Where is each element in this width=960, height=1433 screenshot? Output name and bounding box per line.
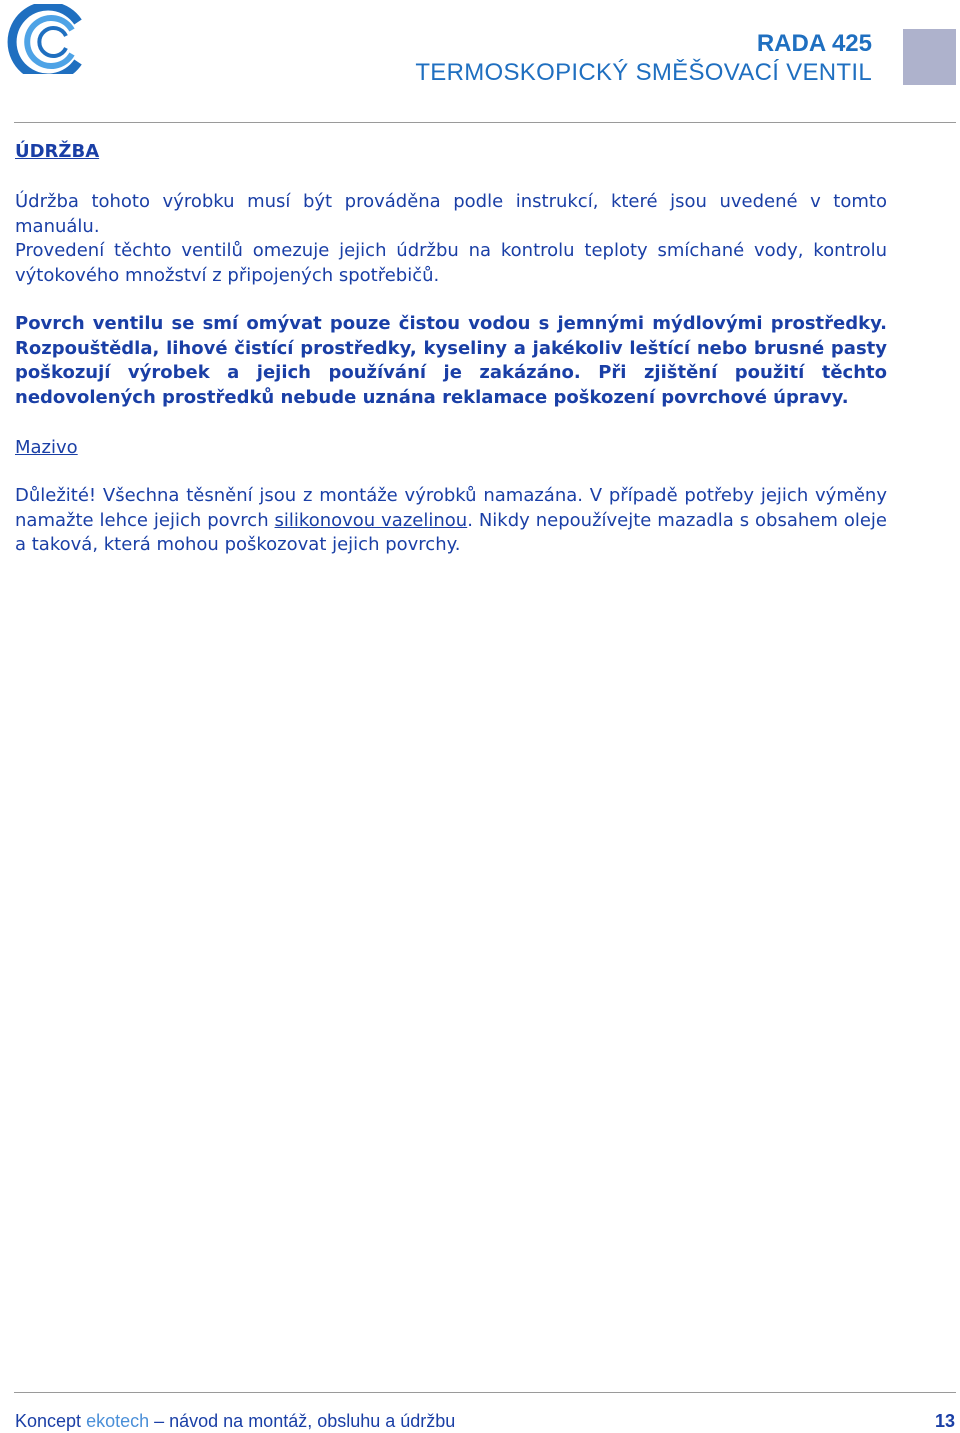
lubricant-paragraph [15,484,887,558]
page-number: 13 [934,1411,955,1431]
c-logo-icon [0,4,90,74]
document-header [415,30,872,88]
maintenance-warning-paragraph: Povrch ventilu se smí omývat pouze čistou vodou s jemnými mýdlovými prostředky. Rozpouštědla, lihové čistící prostředky, kyseliny a jakékoliv leštící nebo brusné pasty poškozují výrobek a jejich používání je zakázáno. Při zjištění použití těchto nedovolených prostředků nebude uznána reklamace poškození povrchové úpravy. [15,313,887,408]
series-title: RADA 425 [756,30,872,57]
lubricant-underlined-term: silikonovou vazelinou [274,509,468,531]
main-content [15,140,887,558]
footer-suffix: – návod na montáž, obsluhu a údržbu [149,1411,456,1431]
lubricant-text-before: Důležité! Všechna těsnění jsou z montáže výrobků namazána. V případě potřeby jejich výměny namažte lehce jejich povrch [15,485,887,531]
header-color-block [903,29,956,85]
section-heading-lubricant: Mazivo [15,437,78,458]
footer-divider [14,1392,956,1393]
footer [15,1409,455,1433]
footer-prefix: Koncept [15,1411,87,1431]
header-divider [14,122,956,123]
footer-brand: ekotech [86,1411,150,1431]
section-heading-maintenance: ÚDRŽBA [15,141,100,162]
product-title: TERMOSKOPICKÝ SMĚŠOVACÍ VENTIL [415,59,872,86]
lubricant-text-after: . Nikdy nepoužívejte mazadla s obsahem oleje a taková, která mohou poškozovat jejich povrchy. [15,509,887,555]
maintenance-paragraph-1b: Provedení těchto ventilů omezuje jejich údržbu na kontrolu teploty smíchané vody, kontrolu výtokového množství z připojených spotřebičů. [15,240,887,286]
maintenance-paragraph-1: Údržba tohoto výrobku musí být prováděna podle instrukcí, které jsou uvedené v tomto manuálu. [15,191,887,237]
